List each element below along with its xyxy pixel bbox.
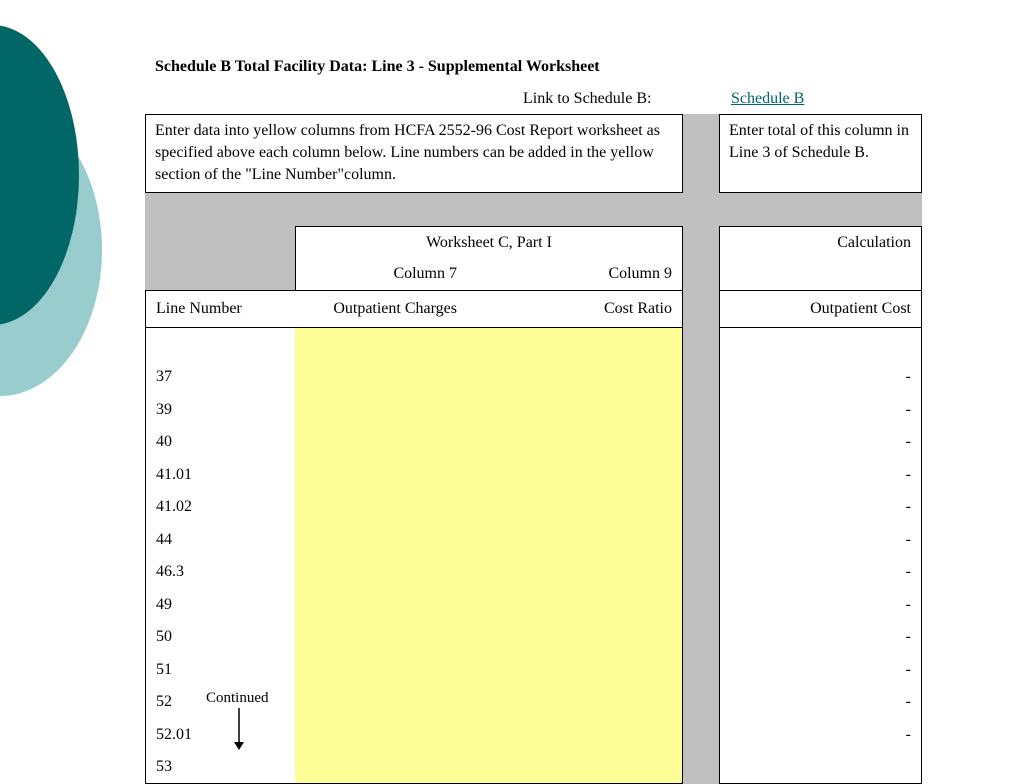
column7-header	[295, 258, 468, 290]
outpatient-cost-cell	[719, 588, 922, 622]
line-number-cell[interactable]	[145, 393, 296, 427]
line-number-cell[interactable]	[145, 588, 296, 622]
outpatient-charges-input[interactable]	[295, 458, 468, 492]
line-number-cell[interactable]	[145, 328, 296, 362]
cost-ratio-input[interactable]	[467, 653, 683, 687]
outpatient-cost-cell	[719, 328, 922, 362]
outpatient-cost-cell	[719, 556, 922, 589]
line-number-cell[interactable]	[145, 361, 296, 394]
line-number-cell-text: 49	[156, 595, 172, 613]
schedule-b-link[interactable]: Schedule B	[731, 90, 805, 107]
header-gray-left	[145, 226, 295, 290]
line-number-cell-text: 37	[156, 368, 172, 385]
separator-column-cell	[683, 718, 719, 752]
outpatient-cost-cell-text: -	[905, 693, 911, 710]
outpatient-cost-header	[719, 290, 922, 328]
cost-ratio-header-text: Cost Ratio	[603, 300, 672, 317]
line-number-cell-text: 50	[156, 628, 172, 645]
outpatient-charges-header-text: Outpatient Charges	[333, 300, 457, 317]
line-number-cell-text: 52	[156, 693, 172, 710]
outpatient-charges-input[interactable]	[295, 621, 468, 654]
outpatient-charges-input[interactable]	[295, 686, 468, 719]
outpatient-cost-cell	[719, 523, 922, 557]
line-number-cell-text: 40	[156, 433, 172, 450]
outpatient-charges-input[interactable]	[295, 556, 468, 589]
outpatient-cost-header-text: Outpatient Cost	[810, 300, 911, 317]
outpatient-cost-cell-text: -	[905, 725, 911, 743]
page-title: Schedule B Total Facility Data: Line 3 - Supplemental Worksheet	[155, 58, 600, 75]
line-number-cell-text: 39	[156, 400, 172, 418]
column9-header	[467, 258, 683, 290]
line-number-cell[interactable]	[145, 556, 296, 589]
outpatient-cost-cell	[719, 393, 922, 427]
cost-ratio-input[interactable]	[467, 621, 683, 654]
cost-ratio-input[interactable]	[467, 458, 683, 492]
worksheet-group-header	[295, 226, 683, 259]
outpatient-cost-cell	[719, 361, 922, 394]
outpatient-charges-input[interactable]	[295, 523, 468, 557]
column7-header-text: Column 7	[393, 265, 457, 282]
line-number-cell-text: 44	[156, 530, 172, 548]
line-number-header	[145, 290, 296, 328]
line-number-header-text: Line Number	[156, 300, 242, 317]
down-arrow-icon	[232, 708, 246, 752]
outpatient-charges-input[interactable]	[295, 393, 468, 427]
separator-column-cell	[683, 458, 719, 492]
separator-column-cell	[683, 686, 719, 719]
outpatient-cost-cell	[719, 718, 922, 752]
header-gray-band	[145, 193, 922, 226]
cost-ratio-header	[467, 290, 683, 328]
line-number-cell-text: 41.02	[156, 498, 192, 515]
outpatient-cost-cell-text: -	[905, 433, 911, 450]
instructions-text: Enter data into yellow columns from HCFA 2552-96 Cost Report worksheet as specified above each column below. Line numbers can be added in the yellow section of the "Line Number"column.	[155, 122, 660, 183]
outpatient-charges-input[interactable]	[295, 426, 468, 459]
separator-column-cell	[683, 621, 719, 654]
cost-ratio-input[interactable]	[467, 686, 683, 719]
calculation-header-text: Calculation	[837, 234, 911, 251]
line-number-cell-text: 41.01	[156, 465, 192, 483]
outpatient-cost-cell-text: -	[905, 660, 911, 678]
separator-column-cell	[683, 361, 719, 394]
instructions-box	[145, 114, 683, 193]
line-number-cell[interactable]	[145, 653, 296, 687]
outpatient-cost-cell-text: -	[905, 400, 911, 418]
separator-column-cell	[683, 491, 719, 524]
outpatient-cost-cell-text: -	[905, 498, 911, 515]
outpatient-cost-cell-text: -	[905, 563, 911, 580]
outpatient-cost-cell-text: -	[905, 628, 911, 645]
separator-column-cell	[683, 523, 719, 557]
outpatient-charges-input[interactable]	[295, 361, 468, 394]
separator-column-cell	[683, 328, 719, 362]
cost-ratio-input[interactable]	[467, 361, 683, 394]
cost-ratio-input[interactable]	[467, 491, 683, 524]
cost-ratio-input[interactable]	[467, 328, 683, 362]
outpatient-charges-input[interactable]	[295, 718, 468, 752]
line-number-cell[interactable]	[145, 458, 296, 492]
line-number-cell-text: 52.01	[156, 725, 192, 743]
outpatient-charges-input[interactable]	[295, 588, 468, 622]
outpatient-charges-input[interactable]	[295, 653, 468, 687]
line-number-cell[interactable]	[145, 426, 296, 459]
line-number-cell[interactable]	[145, 491, 296, 524]
cost-ratio-input[interactable]	[467, 718, 683, 752]
line-number-cell-text: 51	[156, 660, 172, 678]
column9-header-text: Column 9	[608, 265, 672, 282]
link-label: Link to Schedule B:	[523, 90, 652, 107]
outpatient-cost-cell	[719, 491, 922, 524]
outpatient-cost-cell	[719, 426, 922, 459]
continued-note: Continued	[206, 690, 269, 706]
decorative-circles	[0, 0, 110, 400]
separator-column-cell	[683, 653, 719, 687]
outpatient-cost-cell	[719, 653, 922, 687]
cost-ratio-input[interactable]	[467, 523, 683, 557]
outpatient-charges-input[interactable]	[295, 491, 468, 524]
separator-column-top	[683, 114, 719, 193]
separator-column-cell	[683, 393, 719, 427]
separator-column-cell	[683, 426, 719, 459]
cost-ratio-input[interactable]	[467, 588, 683, 622]
outpatient-cost-cell-text: -	[905, 368, 911, 385]
outpatient-charges-header	[295, 290, 468, 328]
cost-ratio-input[interactable]	[467, 556, 683, 589]
outpatient-cost-cell	[719, 686, 922, 719]
outpatient-cost-cell-text: -	[905, 595, 911, 613]
line-number-cell[interactable]	[145, 523, 296, 557]
separator-column-cell	[683, 588, 719, 622]
line-number-cell-text: 46.3	[156, 563, 184, 580]
separator-column-cell	[683, 556, 719, 589]
separator-column-subheader	[683, 290, 719, 328]
calculation-header	[719, 226, 922, 290]
line-number-cell[interactable]	[145, 718, 296, 752]
worksheet-group-header-text: Worksheet C, Part I	[426, 233, 552, 251]
outpatient-cost-cell	[719, 621, 922, 654]
cost-ratio-input[interactable]	[467, 426, 683, 459]
total-instructions-text: Enter total of this column in Line 3 of Schedule B.	[729, 122, 909, 161]
line-number-cell[interactable]	[145, 621, 296, 654]
total-instructions-box	[719, 114, 922, 193]
outpatient-cost-cell	[719, 458, 922, 492]
outpatient-cost-cell-text: -	[905, 530, 911, 548]
outpatient-cost-cell-text: -	[905, 465, 911, 483]
separator-column-header	[683, 226, 719, 290]
line-number-cell-text: 53	[156, 758, 172, 775]
outpatient-charges-input[interactable]	[295, 328, 468, 362]
cost-ratio-input[interactable]	[467, 393, 683, 427]
